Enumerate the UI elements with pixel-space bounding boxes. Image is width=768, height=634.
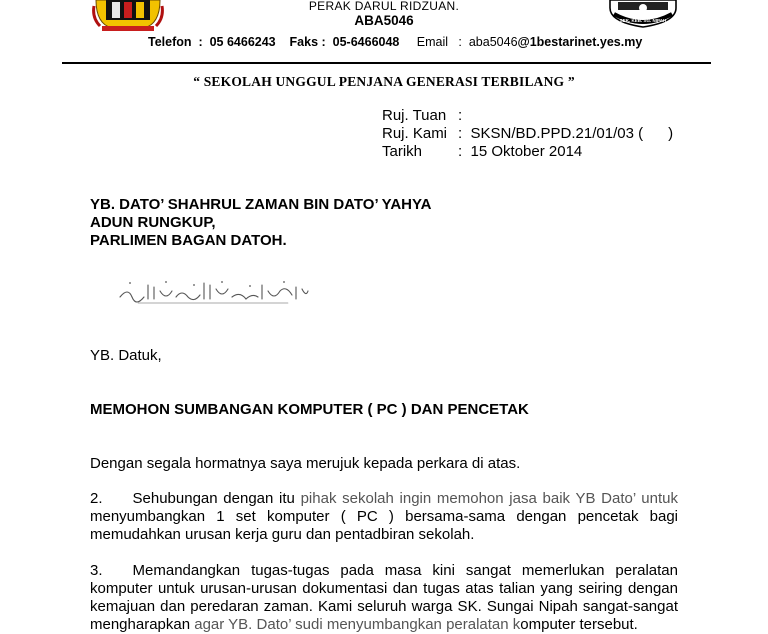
paragraph-3-text-c: omputer tersebut.	[520, 616, 638, 633]
date-label: Tarikh	[382, 143, 423, 160]
date-value: 15 Oktober 2014	[470, 143, 583, 160]
ref-tuan-label: Ruj. Tuan	[382, 107, 447, 124]
school-code: ABA5046	[354, 13, 414, 28]
recipient-office: PARLIMEN BAGAN DATOH.	[90, 232, 287, 249]
faks-label: Faks	[289, 35, 319, 49]
header-divider	[62, 62, 711, 64]
state-name: PERAK DARUL RIDZUAN.	[308, 0, 460, 13]
email-label: Email	[416, 35, 449, 49]
paragraph-2-text-b: pihak sekolah ingin memohon jasa baik YB Dato’ untuk	[300, 490, 678, 507]
recipient-title: ADUN RUNGKUP,	[90, 214, 216, 231]
email-user: aba5046	[468, 35, 518, 49]
paragraph-3	[90, 562, 678, 634]
ref-tuan-row: Ruj. Tuan :	[382, 107, 471, 124]
paragraph-3-number: 3.	[90, 562, 103, 579]
paragraph-3-text-b: agar YB. Dato’ sudi menyumbangkan peralatan k	[194, 616, 521, 633]
paragraph-3-text-a: Memandangkan tugas-tugas pada masa kini sangat memerlukan peralatan komputer untuk urusan-urusan dokumentasi dan tugas atas talian yang seiring dengan kemajuan dan peredaran zaman. Kami seluruh warga SK. Sungai Nipah sangat-sangat mengharapkan	[90, 562, 678, 633]
ref-kami-row: Ruj. Kami : SKSN/BD.PPD.21/01/03 ( )	[382, 125, 674, 142]
letter-subject: MEMOHON SUMBANGAN KOMPUTER ( PC ) DAN PENCETAK	[90, 401, 529, 418]
paragraph-2-text-a: Sehubungan dengan itu	[132, 490, 301, 507]
paragraph-2-text-c: menyumbangkan 1 set komputer ( PC ) bersama-sama dengan pencetak bagi memudahkan urusan kerja guru dan pentadbiran sekolah.	[90, 508, 678, 543]
contact-line: Telefon : 05 6466243 Faks : 05-6466048 Email : aba5046@1bestarinet.yes.my	[148, 35, 643, 49]
ref-date-row: Tarikh : 15 Oktober 2014	[382, 143, 583, 160]
recipient-name: YB. DATO’ SHAHRUL ZAMAN BIN DATO’ YAHYA	[90, 196, 432, 213]
ref-kami-label: Ruj. Kami	[382, 125, 448, 142]
ref-kami-value: SKSN/BD.PPD.21/01/03 ( )	[470, 125, 674, 142]
calligraphy-greeting-image	[118, 277, 310, 307]
salutation: YB. Datuk,	[90, 347, 162, 364]
school-motto: “ SEKOLAH UNGGUL PENJANA GENERASI TERBILANG ”	[193, 74, 575, 89]
paragraph-1: Dengan segala hormatnya saya merujuk kepada perkara di atas.	[90, 455, 521, 472]
paragraph-2-number: 2.	[90, 490, 103, 507]
email-domain: @1bestarinet.yes.my	[517, 35, 643, 49]
telefon-label: Telefon	[148, 35, 192, 49]
faks-value: 05-6466048	[332, 35, 400, 49]
telefon-value: 05 6466243	[209, 35, 276, 49]
school-badge-text: SEK. KEB. SG. NIPAH	[619, 18, 667, 23]
paragraph-2	[90, 490, 678, 544]
